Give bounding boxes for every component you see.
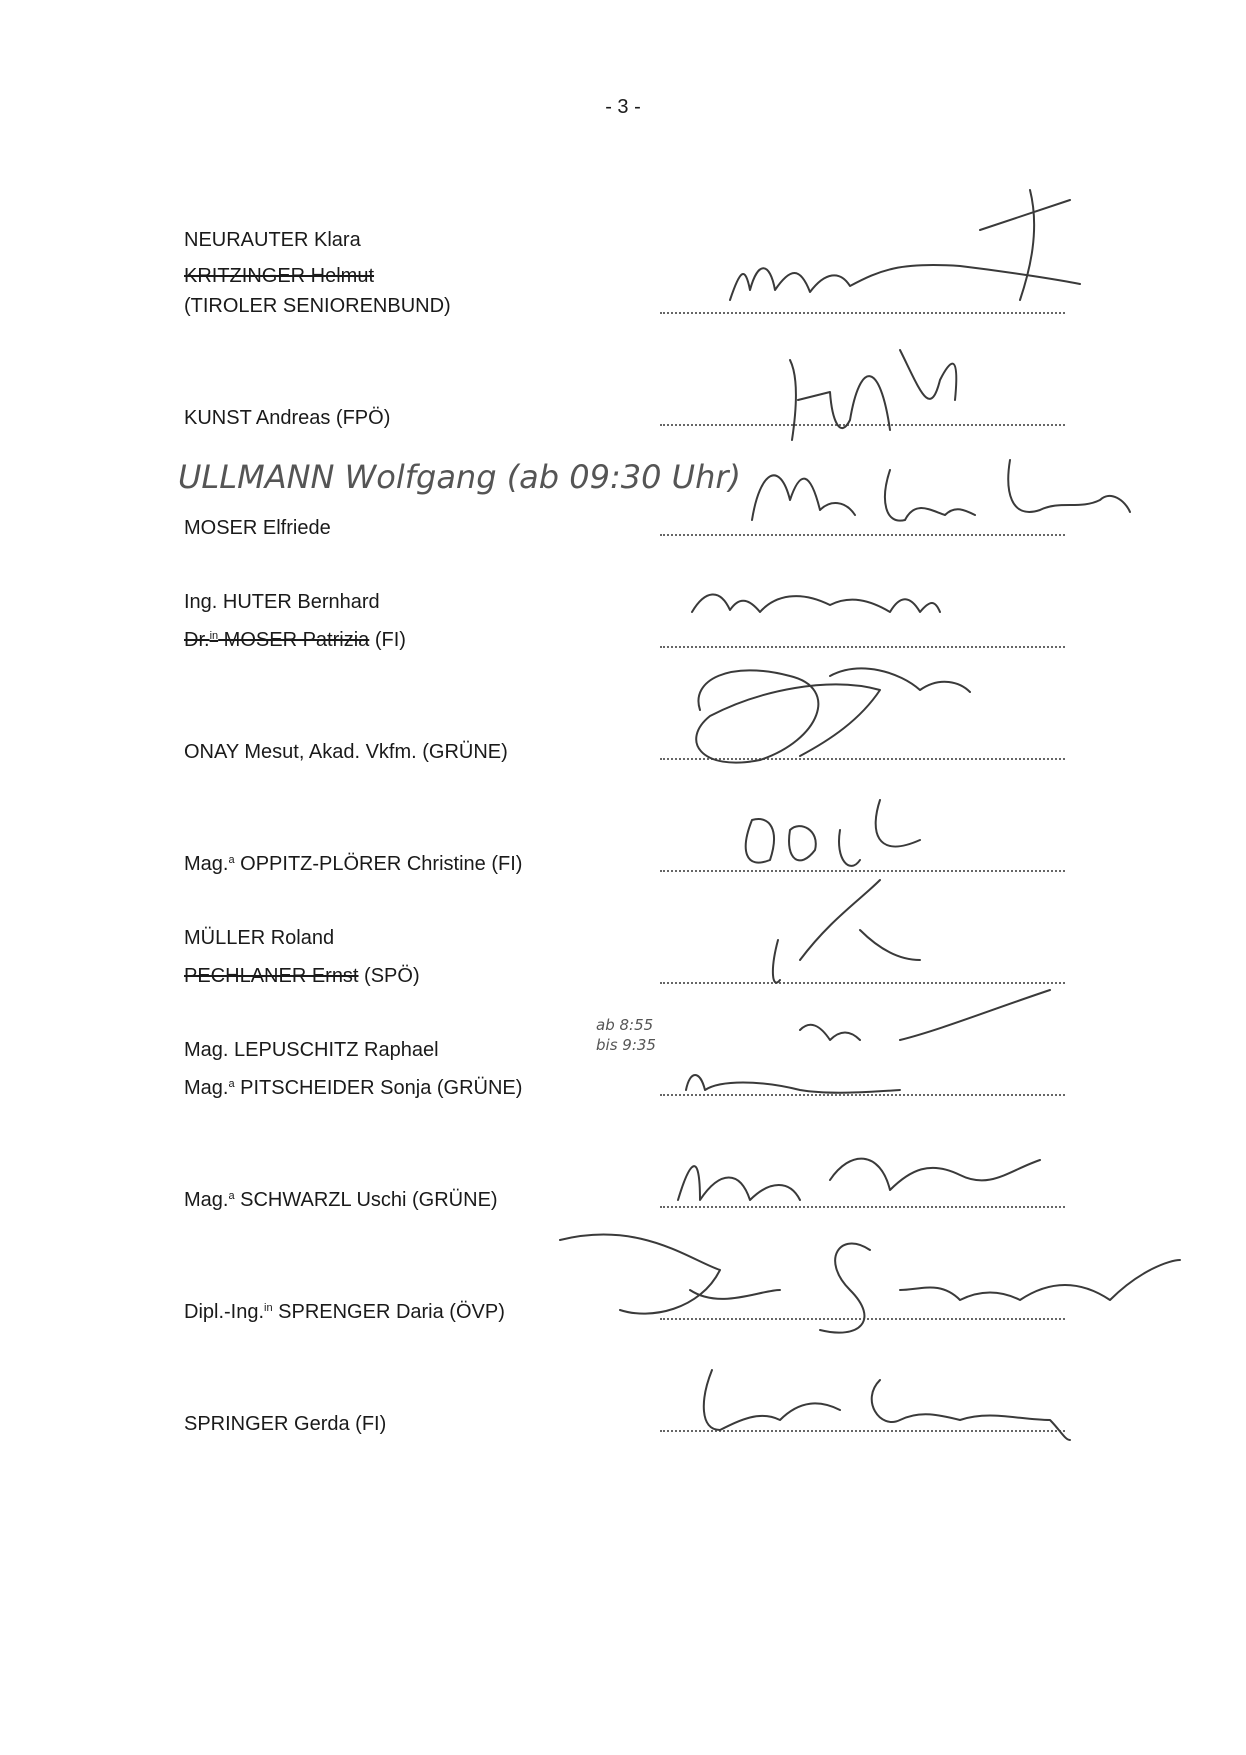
member-name: KUNST Andreas (FPÖ) xyxy=(184,407,391,429)
member-name: MÜLLER Roland xyxy=(184,927,335,949)
signature xyxy=(773,880,920,983)
member-name-struck: PECHLANER Ernst (SPÖ) xyxy=(184,965,420,987)
signature xyxy=(704,1370,1070,1440)
member-name: NEURAUTER Klara xyxy=(184,229,361,251)
signature xyxy=(790,350,956,440)
member-name: Ing. HUTER Bernhard xyxy=(184,591,380,613)
signature xyxy=(746,800,920,866)
signature xyxy=(692,594,940,612)
member-party: (TIROLER SENIORENBUND) xyxy=(184,295,451,317)
handwritten-note: ab 8:55 xyxy=(596,1016,654,1034)
signature xyxy=(752,460,1130,521)
page-number: - 3 - xyxy=(605,96,641,118)
member-name: SPRINGER Gerda (FI) xyxy=(184,1413,387,1435)
signature xyxy=(560,1234,1180,1332)
member-name: Mag.$^a$ OPPITZ-PLÖRER Christine (FI) xyxy=(184,853,523,875)
signature xyxy=(686,990,1050,1093)
handwritten-note: ULLMANN Wolfgang (ab 09:30 Uhr) xyxy=(178,458,741,496)
member-name: ONAY Mesut, Akad. Vkfm. (GRÜNE) xyxy=(184,741,508,763)
member-name: Mag. LEPUSCHITZ Raphael xyxy=(184,1039,439,1061)
member-name: Dipl.-Ing.$^{in}$ SPRENGER Daria (ÖVP) xyxy=(184,1301,505,1323)
member-name: Mag.$^a$ PITSCHEIDER Sonja (GRÜNE) xyxy=(184,1077,523,1099)
handwritten-note: bis 9:35 xyxy=(596,1036,656,1054)
member-name-struck: KRITZINGER Helmut xyxy=(184,265,375,287)
signature xyxy=(696,669,970,763)
member-name-struck: Dr.$^{in}$ MOSER Patrizia (FI) xyxy=(184,629,406,651)
member-name: Mag.$^a$ SCHWARZL Uschi (GRÜNE) xyxy=(184,1189,498,1211)
signature xyxy=(678,1159,1040,1200)
member-name: MOSER Elfriede xyxy=(184,517,331,539)
signature xyxy=(730,190,1080,300)
